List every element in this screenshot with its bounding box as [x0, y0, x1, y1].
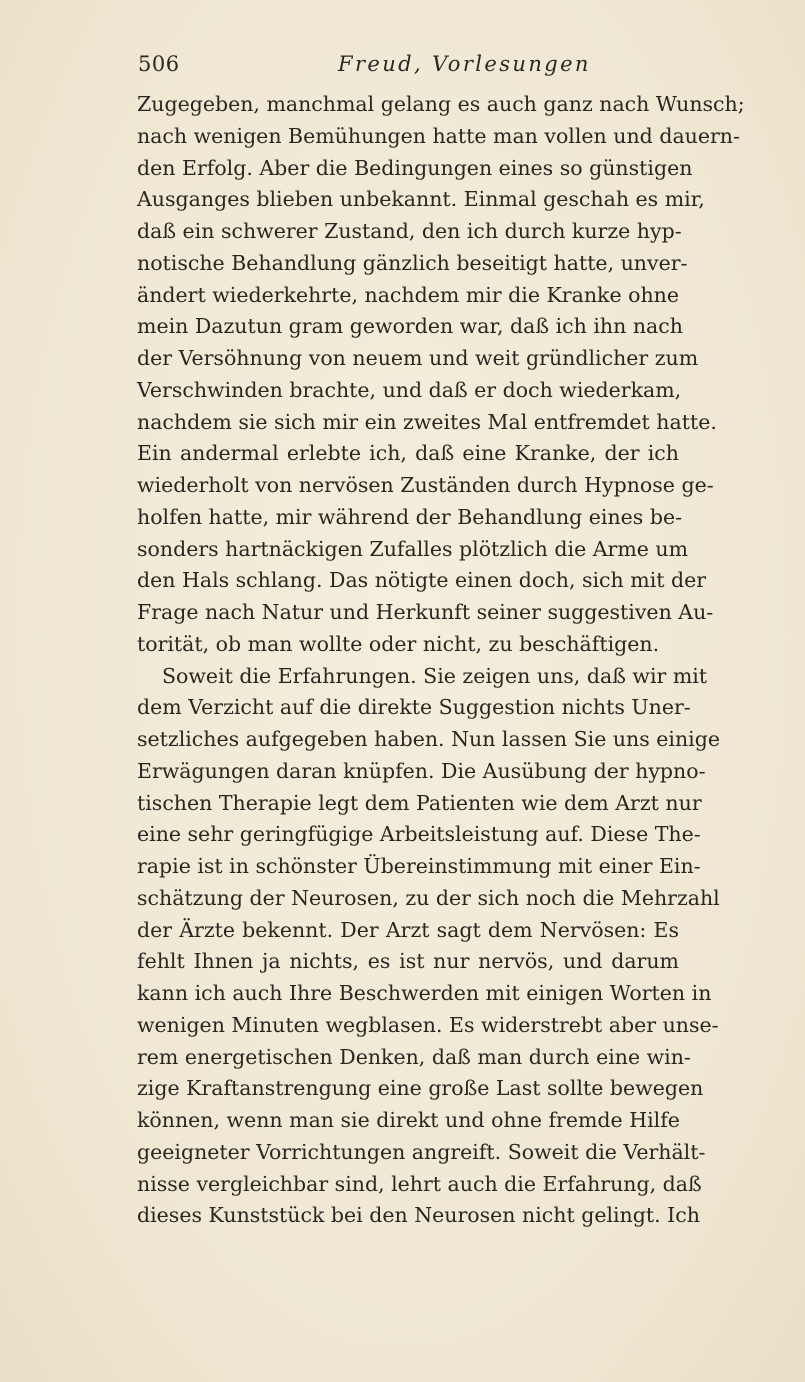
text-line: Ein andermal erlebte ich, daß eine Kranke, der ich: [137, 441, 679, 466]
text-line: Erwägungen daran knüpfen. Die Ausübung der hypno-: [137, 758, 706, 783]
text-line: der Versöhnung von neuem und weit gründlicher zum: [137, 346, 699, 370]
text-line: rem energetischen Denken, daß man durch eine win-: [137, 1044, 691, 1069]
text-line: den Erfolg. Aber die Bedingungen eines so günstigen: [137, 155, 693, 180]
text-line: dem Verzicht auf die direkte Suggestion nichts Uner-: [137, 695, 691, 720]
text-line: daß ein schwerer Zustand, den ich durch kurze hyp-: [137, 219, 682, 243]
text-line: notische Behandlung gänzlich beseitigt hatte, unver-: [137, 250, 688, 275]
text-line: wiederholt von nervösen Zuständen durch Hypnose ge-: [137, 473, 714, 497]
text-line: ändert wiederkehrte, nachdem mir die Kranke ohne: [137, 282, 679, 307]
text-line: nachdem sie sich mir ein zweites Mal entfremdet hatte.: [137, 409, 717, 434]
text-line: Verschwinden brachte, und daß er doch wiederkam,: [137, 377, 682, 402]
paragraph-last-line: torität, ob man wollte oder nicht, zu beschäftigen.: [137, 631, 660, 656]
text-line: setzliches aufgegeben haben. Nun lassen Sie uns einige: [137, 727, 720, 751]
text-line: wenigen Minuten wegblasen. Es widerstrebt aber unse-: [137, 1012, 719, 1037]
body-text: [137, 89, 745, 1232]
text-line: mein Dazutun gram geworden war, daß ich ihn nach: [137, 314, 683, 339]
text-line: dieses Kunststück bei den Neurosen nicht gelingt. Ich: [137, 1203, 700, 1228]
page-number: 506: [138, 52, 180, 76]
text-line: Zugegeben, manchmal gelang es auch ganz nach Wunsch;: [137, 92, 745, 116]
text-line: der Ärzte bekennt. Der Arzt sagt dem Nervösen: Es: [137, 917, 679, 942]
page-header: [138, 52, 678, 84]
text-line: sonders hartnäckigen Zufalles plötzlich die Arme um: [137, 536, 689, 561]
text-line: nisse vergleichbar sind, lehrt auch die Erfahrung, daß: [137, 1171, 702, 1196]
paragraph-first-line: Soweit die Erfahrungen. Sie zeigen uns, daß wir mit: [162, 663, 708, 688]
text-line: tischen Therapie legt dem Patienten wie dem Arzt nur: [137, 790, 702, 815]
text-line: nach wenigen Bemühungen hatte man vollen und dauern-: [137, 123, 740, 148]
text-line: eine sehr geringfügige Arbeitsleistung auf. Diese The-: [137, 822, 701, 847]
text-line: schätzung der Neurosen, zu der sich noch die Mehrzahl: [137, 885, 720, 910]
text-line: den Hals schlang. Das nötigte einen doch, sich mit der: [137, 568, 707, 593]
text-line: holfen hatte, mir während der Behandlung eines be-: [137, 504, 683, 529]
text-line: zige Kraftanstrengung eine große Last sollte bewegen: [137, 1076, 704, 1101]
text-line: Frage nach Natur und Herkunft seiner suggestiven Au-: [137, 600, 714, 624]
text-line: kann ich auch Ihre Beschwerden mit einigen Worten in: [137, 981, 712, 1005]
text-line: rapie ist in schönster Übereinstimmung mit einer Ein-: [137, 854, 701, 878]
text-line: Ausganges blieben unbekannt. Einmal geschah es mir,: [137, 187, 705, 212]
running-head: Freud, Vorlesungen: [338, 52, 591, 76]
text-line: geeigneter Vorrichtungen angreift. Soweit die Verhält-: [137, 1139, 706, 1164]
text-line: fehlt Ihnen ja nichts, es ist nur nervös, und darum: [137, 949, 679, 974]
text-line: können, wenn man sie direkt und ohne fremde Hilfe: [137, 1108, 680, 1132]
